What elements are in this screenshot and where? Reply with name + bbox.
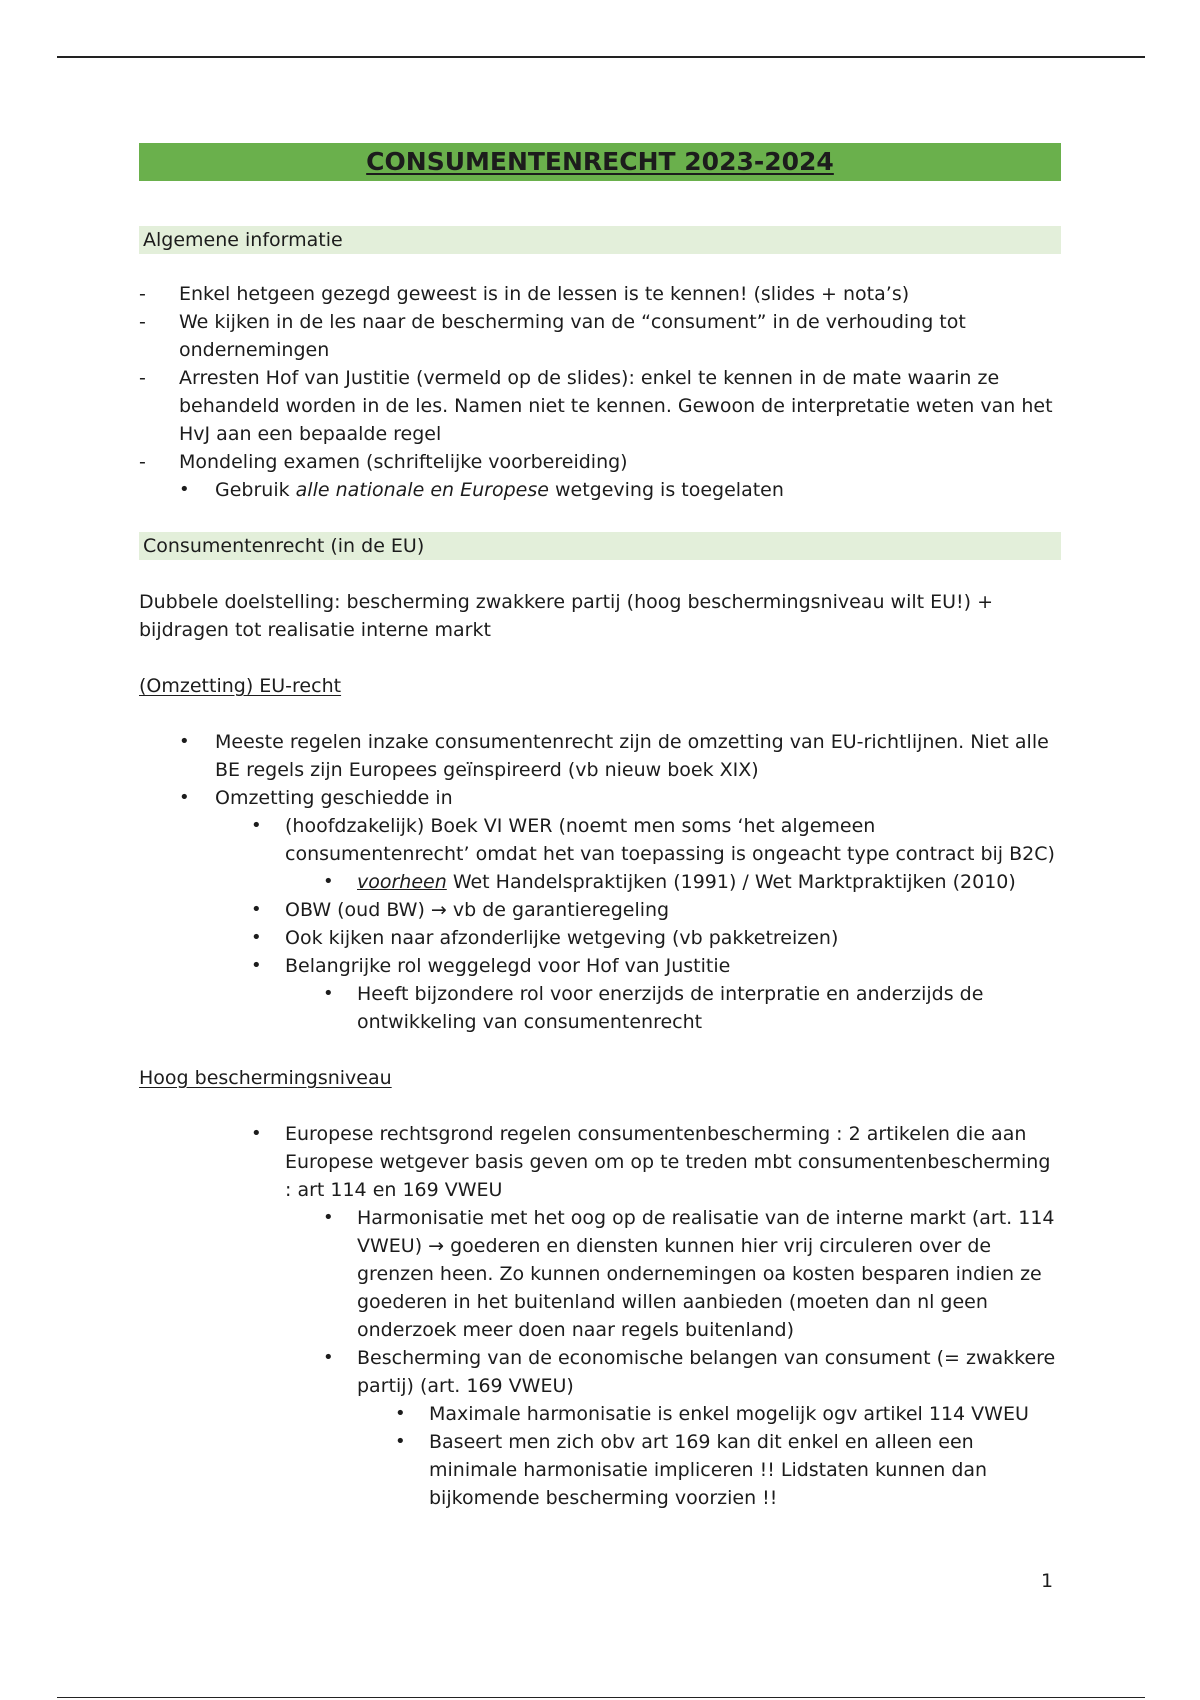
list-item: - Enkel hetgeen gezegd geweest is in de lessen is te kennen! (slides + nota’s) [139, 280, 1061, 308]
eu-law-list [139, 728, 1061, 1036]
header-rule [57, 56, 1145, 58]
page-number: 1 [1041, 1570, 1054, 1592]
list-item: • Baseert men zich obv art 169 kan dit enkel en alleen een minimale harmonisatie impliceren !! Lidstaten kunnen dan bijkomende bescherming voorzien !! [139, 1428, 1061, 1512]
document-title [139, 143, 1061, 181]
list-item: • Heeft bijzondere rol voor enerzijds de interpratie en anderzijds de ontwikkeling van consumentenrecht [139, 980, 1061, 1036]
subheading-protection-level: Hoog beschermingsniveau [139, 1067, 392, 1089]
list-item: • Omzetting geschiedde in [139, 784, 1061, 812]
list-item: - We kijken in de les naar de bescherming van de “consument” in de verhouding tot ondernemingen [139, 308, 1061, 364]
list-item: • Belangrijke rol weggelegd voor Hof van Justitie [139, 952, 1061, 980]
list-item: • OBW (oud BW) → vb de garantieregeling [139, 896, 1061, 924]
list-item: - Arresten Hof van Justitie (vermeld op de slides): enkel te kennen in de mate waarin ze behandeld worden in de les. Namen niet te kennen. Gewoon de interpretatie weten van het HvJ aan een bepaalde regel [139, 364, 1061, 448]
document-title-text: CONSUMENTENRECHT 2023-2024 [366, 147, 834, 176]
footer-rule [57, 1697, 1145, 1698]
list-item: • Meeste regelen inzake consumentenrecht zijn de omzetting van EU-richtlijnen. Niet alle BE regels zijn Europees geïnspireerd (vb nieuw boek XIX) [139, 728, 1061, 784]
section-heading-general: Algemene informatie [139, 226, 1061, 254]
list-item: • voorheen Wet Handelspraktijken (1991) / Wet Marktpraktijken (2010) [139, 868, 1061, 896]
list-item: • Ook kijken naar afzonderlijke wetgeving (vb pakketreizen) [139, 924, 1061, 952]
intro-paragraph: Dubbele doelstelling: bescherming zwakkere partij (hoog beschermingsniveau wilt EU!) + bijdragen tot realisatie interne markt [139, 591, 994, 641]
list-item: • Harmonisatie met het oog op de realisatie van de interne markt (art. 114 VWEU) → goederen en diensten kunnen hier vrij circuleren over de grenzen heen. Zo kunnen ondernemingen oa kosten besparen indien ze goederen in het buitenland willen aanbieden (moeten dan nl geen onderzoek meer doen naar regels buitenland) [139, 1204, 1061, 1344]
list-item: • Europese rechtsgrond regelen consumentenbescherming : 2 artikelen die aan Europese wetgever basis geven om op te treden mbt consumentenbescherming : art 114 en 169 VWEU [139, 1120, 1061, 1204]
page-content [139, 143, 1061, 1512]
subheading-eu-law: (Omzetting) EU-recht [139, 675, 342, 697]
section-heading-consumer-law: Consumentenrecht (in de EU) [139, 532, 1061, 560]
list-item: - Mondeling examen (schriftelijke voorbereiding) [139, 448, 1061, 476]
list-item: • (hoofdzakelijk) Boek VI WER (noemt men soms ‘het algemeen consumentenrecht’ omdat het van toepassing is ongeacht type contract bij B2C) [139, 812, 1061, 868]
list-item: • Gebruik alle nationale en Europese wetgeving is toegelaten [139, 476, 1061, 504]
list-item: • Maximale harmonisatie is enkel mogelijk ogv artikel 114 VWEU [139, 1400, 1061, 1428]
list-item: • Bescherming van de economische belangen van consument (= zwakkere partij) (art. 169 VWEU) [139, 1344, 1061, 1400]
protection-list [139, 1120, 1061, 1512]
general-info-list [139, 280, 1061, 476]
